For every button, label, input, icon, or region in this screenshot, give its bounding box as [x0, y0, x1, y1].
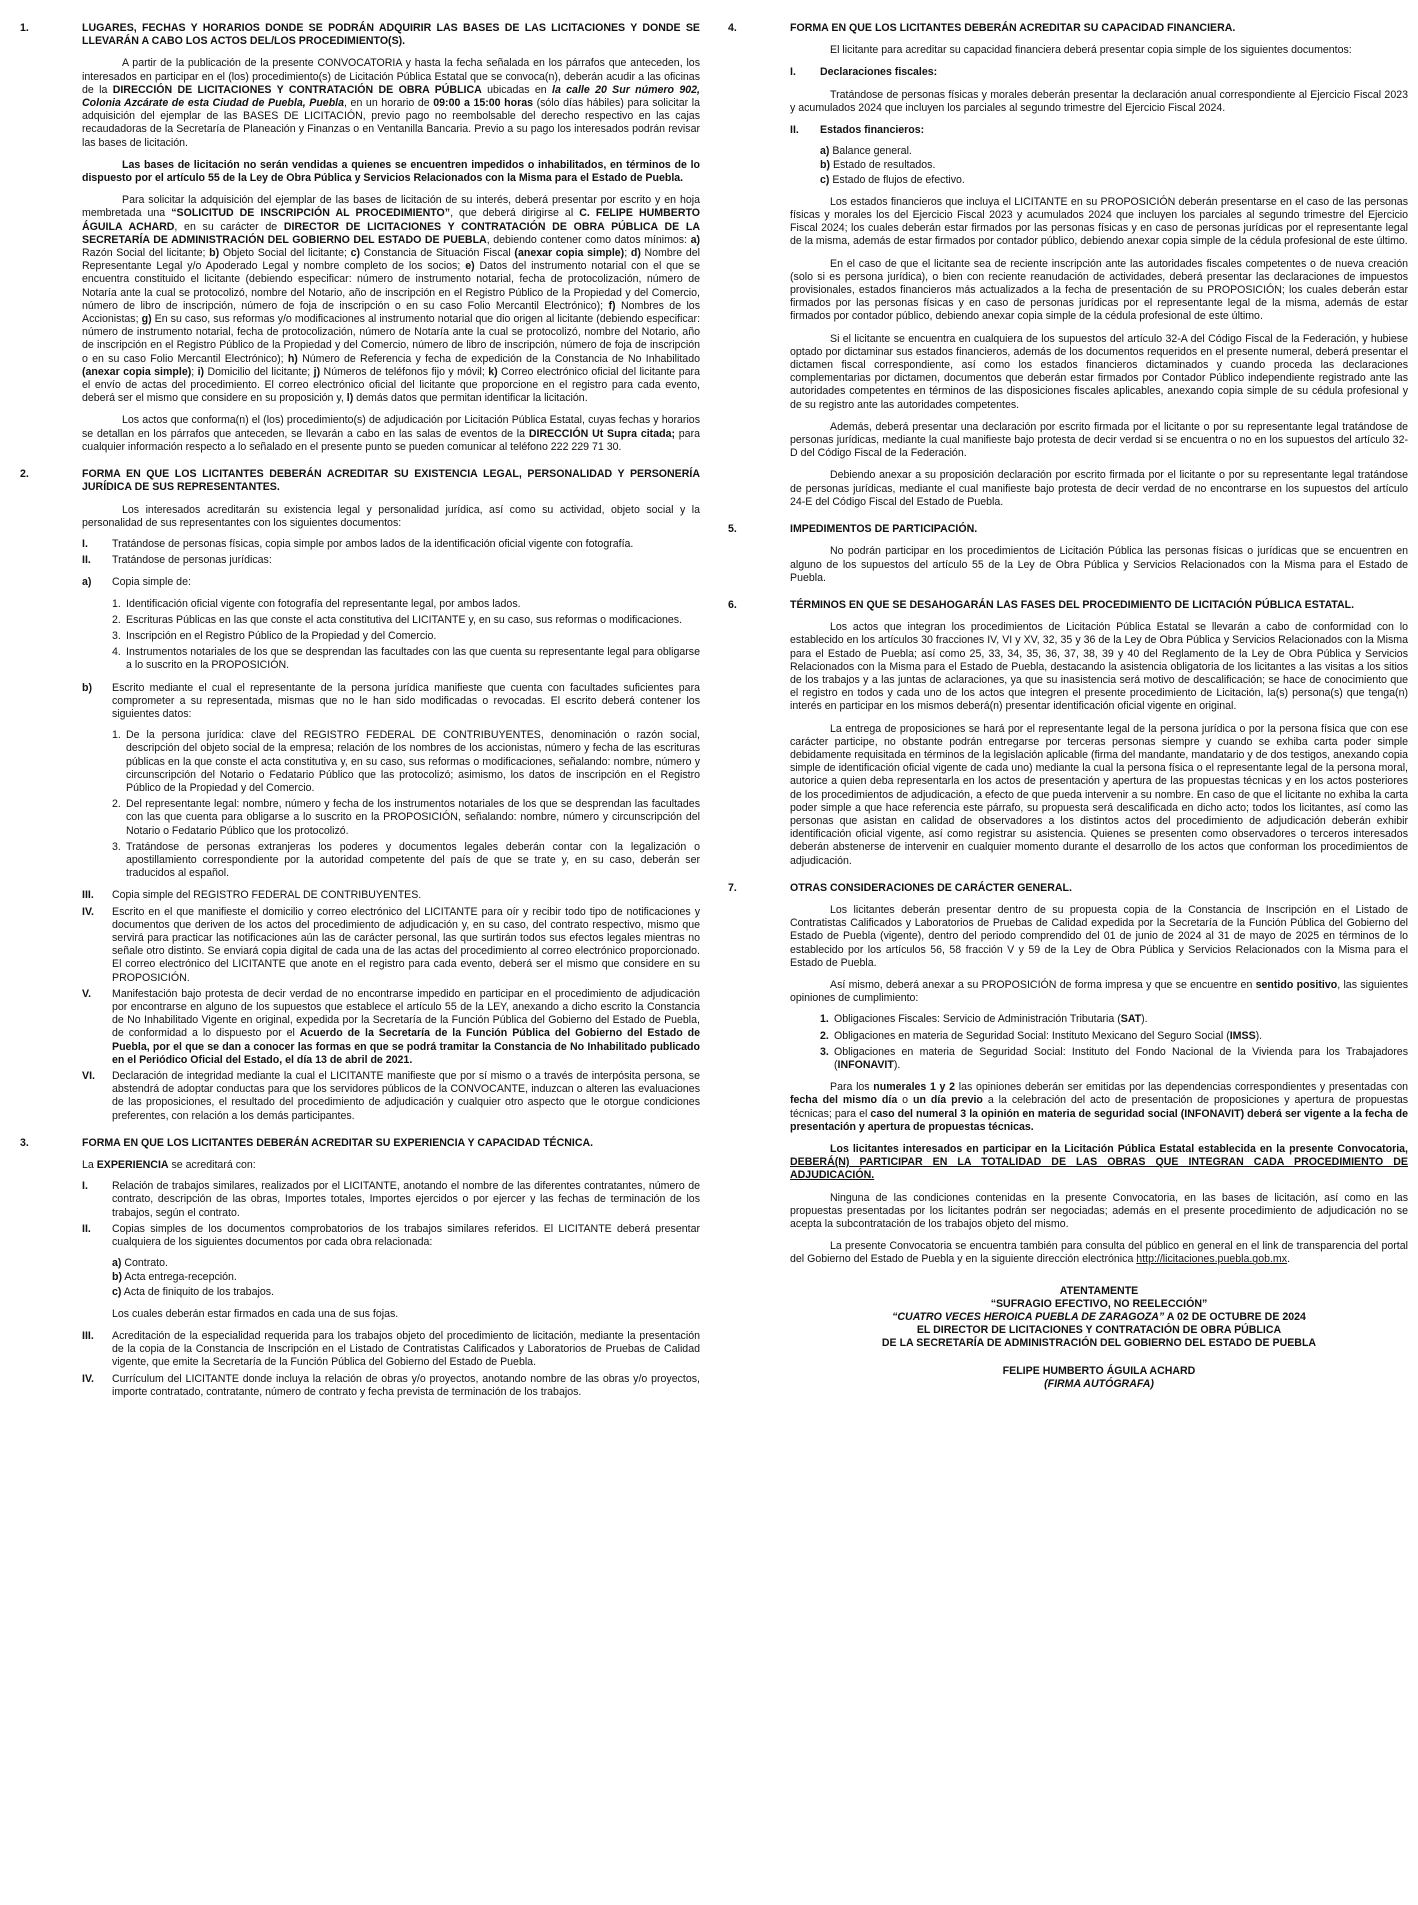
paragraph: No podrán participar en los procedimientos de Licitación Pública las personas físicas o jurídicas que se encuentren en alguno de los supuestos del artículo 55 de la Ley de Obra Pública y Servicios Relacionados con la Misma para el Estado de Puebla.	[790, 545, 1408, 584]
signature-line: DE LA SECRETARÍA DE ADMINISTRACIÓN DEL GOBIERNO DEL ESTADO DE PUEBLA	[881, 1337, 1317, 1350]
section-title: LUGARES, FECHAS Y HORARIOS DONDE SE PODRÁN ADQUIRIR LAS BASES DE LAS LICITACIONES Y DONDE SE LLEVARÁN A CABO LOS ACTOS DEL/LOS PROCEDIMIENTO(S).	[82, 22, 700, 48]
list-item: IV. Currículum del LICITANTE donde incluya la relación de obras y/o proyectos, anotando nombre de las obras y/o proyectos, importe contratado, contratante, número de contrato y fecha prevista de terminación de los trabajos.	[82, 1372, 700, 1398]
paragraph: Los actos que integran los procedimientos de Licitación Pública Estatal se llevarán a cabo de conformidad con lo establecido en los artículos 30 fracciones IV, VI y XV, 32, 35 y 36 de la Ley de Obra Pública y Servicios Relacionados con la Misma para el Estado de Puebla; así como 25, 33, 34, 35, 36, 37, 38, 39 y 40 del Reglamento de la Ley de Obra Pública y Servicios Relacionados con la Misma para el Estado de Puebla, destacando la asistencia obligatoria de los licitantes a las visitas a los sitios de los trabajos y a las juntas de aclaraciones, ya que su inasistencia será motivo de descalificación; se hace de conocimiento que el registro en todos y cada uno de los actos que integren el presente procedimiento de Licitación, la(s) persona(s) que tenga(n) interés en participar en los mismos deberá(n) presentar identificación oficial vigente en original.	[790, 621, 1408, 713]
transparency-link[interactable]: http://licitaciones.puebla.gob.mx	[1136, 1253, 1288, 1266]
paragraph: Debiendo anexar a su proposición declaración por escrito firmada por el licitante o por su representante legal tratándose de personas jurídicas, mediante el cual manifieste bajo protesta de decir verdad de no encontrarse en los supuestos del artículo 24-E del Código Fiscal del Estado de Puebla.	[790, 469, 1408, 508]
signature-line: EL DIRECTOR DE LICITACIONES Y CONTRATACIÓN DE OBRA PÚBLICA	[916, 1324, 1282, 1337]
list-item: 3. Obligaciones en materia de Seguridad Social: Instituto del Fondo Nacional de la Vivienda para los Trabajadores (INFONAVIT).	[820, 1045, 1408, 1071]
section-number: 6.	[728, 598, 737, 611]
list-item: II. Estados financieros:	[790, 124, 925, 137]
signature-line: “CUATRO VECES HEROICA PUEBLA DE ZARAGOZA” A 02 DE OCTUBRE DE 2024	[892, 1311, 1306, 1324]
paragraph: Los licitantes interesados en participar en la Licitación Pública Estatal establecida en la presente Convocatoria, DEBERÁ(N) PARTICIPAR EN LA TOTALIDAD DE LAS OBRAS QUE INTEGRAN CADA PROCEDIMIENTO DE ADJUDICACIÓN.	[790, 1143, 1408, 1182]
list-item: b) Escrito mediante el cual el representante de la persona jurídica manifieste que cuenta con facultades suficientes para comprometer a su representada, mismas que no le han sido modificadas o revocadas. El escrito deberá contener los siguientes datos:	[82, 681, 700, 720]
list-item: VI. Declaración de integridad mediante la cual el LICITANTE manifieste que por sí mismo o a través de interpósita persona, se abstendrá de adoptar conductas para que los servidores públicos de la CONVOCANTE, induzcan o alteren las evaluaciones de las proposiciones, el resultado del procedimiento de adjudicación y cualquier otro aspecto que le otorgue condiciones preferentes, con relación a los demás participantes.	[82, 1070, 700, 1122]
paragraph: La presente Convocatoria se encuentra también para consulta del público en general en el link de transparencia del portal del Gobierno del Estado de Puebla y en la siguiente dirección electrónica http://licitaciones.puebla.gob.mx.	[790, 1240, 1408, 1266]
list-item: 2. Del representante legal: nombre, número y fecha de los instrumentos notariales de los que se desprendan las facultades con las que cuenta para obligarse a lo suscrito en la PROPOSICIÓN, señalando: nombre, número y circunscripción del Notario o Fedatario Público que los protocolizó.	[112, 798, 700, 837]
list-item: a) Copia simple de:	[82, 576, 191, 589]
list-item: III. Copia simple del REGISTRO FEDERAL DE CONTRIBUYENTES.	[82, 889, 422, 902]
list-item: II. Copias simples de los documentos comprobatorios de los trabajos similares referidos. El LICITANTE deberá presentar cualquiera de los siguientes documentos por cada obra relacionada:	[82, 1222, 700, 1249]
paragraph: La entrega de proposiciones se hará por el representante legal de la persona jurídica o por la persona física que con ese carácter participe, no obstante podrán entregarse por terceras personas siempre y cuando se exhiba carta poder simple debidamente requisitada en términos de la legislación aplicable (firma del mandante, mandatario y de dos testigos, anexando copia simple de identificación oficial vigente de cada uno) mediante la cual la persona física o el representante legal de la persona moral, autorice a quien deba representarla en los actos de presentación y apertura de las propuestas técnicas y en los actos posteriores de los procedimientos de adjudicación, a efecto de que pueda intervenir a su nombre. En caso de que el licitante no exhiba la carta poder simple a que hace referencia este párrafo, su propuesta será descalificada en dicho acto; todos los licitantes, así como las personas que asistan en calidad de observadores a los distintos actos del procedimiento de adjudicación deberán exhibir identificación oficial vigente, así como registrar su asistencia. Quienes se presenten como observadores o terceros interesados deberán abstenerse de intervenir en cualquier momento durante el desarrollo de los actos que conforman los procedimientos de adjudicación.	[790, 722, 1408, 867]
list-item: 2. Obligaciones en materia de Seguridad Social: Instituto Mexicano del Seguro Social (IMSS).	[820, 1029, 1263, 1042]
list-item: 4. Instrumentos notariales de los que se desprendan las facultades con las que cuenta su representante legal para obligarse a lo suscrito en la PROPOSICIÓN.	[112, 646, 700, 672]
paragraph: Si el licitante se encuentra en cualquiera de los supuestos del artículo 32-A del Código Fiscal de la Federación, y hubiese optado por dictaminar sus estados financieros, además de los documentos requeridos en el presente numeral, deberá presentar el dictamen fiscal correspondiente, así como los estados financieros dictaminados y cuando proceda las declaraciones complementarias por dictamen, documentos que deberán estar firmados por Contador Público independiente registrado ante las autoridades competentes en términos de las disposiciones fiscales aplicables, anexando copia simple de su cédula profesional y de su registro ante las autoridades competentes.	[790, 332, 1408, 411]
section-6-heading	[728, 599, 1408, 612]
section-title: TÉRMINOS EN QUE SE DESAHOGARÁN LAS FASES DEL PROCEDIMIENTO DE LICITACIÓN PÚBLICA ESTATAL.	[790, 598, 1355, 611]
left-column	[20, 18, 700, 1399]
list-item: 1. De la persona jurídica: clave del REGISTRO FEDERAL DE CONTRIBUYENTES, denominación o razón social, descripción del objeto social de la empresa; relación de los nombres de los accionistas, número y fecha de las escrituras públicas en la que conste el acta constitutiva y, en su caso, sus reformas o modificaciones, señalando: nombre, número y circunscripción del Notario o Fedatario Público que las protocolizó; asimismo, los datos de inscripción en el Registro Público de la Propiedad y del Comercio.	[112, 729, 700, 794]
section-number: 5.	[728, 523, 737, 536]
paragraph: Así mismo, deberá anexar a su PROPOSICIÓN de forma impresa y que se encuentre en sentido positivo, las siguientes opiniones de cumplimiento:	[790, 978, 1408, 1005]
section-4-heading	[728, 22, 1408, 35]
paragraph: Los cuales deberán estar firmados en cada una de sus fojas.	[112, 1307, 399, 1320]
section-title: FORMA EN QUE LOS LICITANTES DEBERÁN ACREDITAR SU EXISTENCIA LEGAL, PERSONALIDAD Y PERSONERÍA JURÍDICA DE SUS REPRESENTANTES.	[82, 468, 700, 494]
section-number: 7.	[728, 881, 737, 894]
section-3-heading	[20, 1137, 700, 1150]
list-item: V. Manifestación bajo protesta de decir verdad de no encontrarse impedido en participar en el procedimiento de adjudicación por encontrarse en alguno de los supuestos que establece el artículo 55 de la LEY, anexando a dicho escrito la Constancia de No Inhabilitado Vigente en original, expedida por la Secretaría de la Función Pública del Gobierno del Estado de Puebla, de conformidad a lo dispuesto por el Acuerdo de la Secretaría de la Función Pública del Gobierno del Estado de Puebla, por el que se dan a conocer las formas en que se podrá tramitar la Constancia de No Inhabilitado publicado en el Periódico Oficial del Estado, el día 13 de abril de 2021.	[82, 987, 700, 1066]
section-2-heading	[20, 468, 700, 494]
list-item: 3. Tratándose de personas extranjeras los poderes y documentos legales deberán contar con la legalización o apostillamiento correspondiente por la autoridad competente del país de que se trate y, en su caso, deberán ser traducidos al español.	[112, 840, 700, 880]
paragraph: Las bases de licitación no serán vendidas a quienes se encuentren impedidos o inhabilitados, en términos de lo dispuesto por el artículo 55 de la Ley de Obra Pública y Servicios Relacionados con la Misma para el Estado de Puebla.	[82, 158, 700, 185]
signature-line: ATENTAMENTE	[1059, 1284, 1139, 1297]
paragraph: Además, deberá presentar una declaración por escrito firmada por el licitante o por su representante legal tratándose de personas jurídicas, mediante la cual manifieste bajo protesta de decir verdad si se encuentra o no en los supuestos del artículo 32-D del Código Fiscal de la Federación.	[790, 420, 1408, 460]
signature-block	[790, 1285, 1408, 1391]
paragraph: El licitante para acreditar su capacidad financiera deberá presentar copia simple de los siguientes documentos:	[830, 44, 1352, 57]
section-title: FORMA EN QUE LOS LICITANTES DEBERÁN ACREDITAR SU EXPERIENCIA Y CAPACIDAD TÉCNICA.	[82, 1136, 594, 1149]
section-number: 2.	[20, 468, 29, 481]
signature-note: (FIRMA AUTÓGRAFA)	[1044, 1377, 1154, 1390]
list-item: IV. Escrito en el que manifieste el domicilio y correo electrónico del LICITANTE para oír y recibir todo tipo de notificaciones y documentos que deriven de los actos del procedimiento de adjudicación y, en su caso, del contrato respectivo, mismo que servirá para practicar las notificaciones aún las de carácter personal, las que surtirán todos sus efectos legales mientras no señale otro distinto. Se enviará copia digital de cada una de las actas del procedimiento al correo electrónico proporcionado. El correo electrónico del LICITANTE que anote en el registro para cada evento, deberá ser el mismo que considere en su PROPOSICIÓN.	[82, 905, 700, 984]
list-item: a) Balance general.	[820, 145, 912, 158]
paragraph: Ninguna de las condiciones contenidas en la presente Convocatoria, en las bases de licitación, así como en las propuestas presentadas por los licitantes podrán ser negociadas; además en el presente procedimiento de adjudicación no se acepta la subcontratación de los trabajos objeto del mismo.	[790, 1191, 1408, 1231]
section-5-heading	[728, 523, 1408, 536]
list-item: I. Tratándose de personas físicas, copia simple por ambos lados de la identificación oficial vigente con fotografía.	[82, 537, 634, 550]
list-item: a) Contrato.	[112, 1257, 168, 1270]
signer-name: FELIPE HUMBERTO ÁGUILA ACHARD	[1002, 1364, 1196, 1377]
list-item: c) Acta de finiquito de los trabajos.	[112, 1285, 274, 1298]
list-item: I. Declaraciones fiscales:	[790, 66, 938, 79]
list-item: 1. Identificación oficial vigente con fotografía del representante legal, por ambos lados.	[112, 597, 521, 610]
paragraph: En el caso de que el licitante sea de reciente inscripción ante las autoridades fiscales competentes o de nueva creación (solo si es persona jurídica), o bien con reciente reanudación de actividades, deberá presentar las declaraciones de impuestos provisionales, estados financieros más actualizados a la fecha de presentación de su PROPOSICIÓN; los cuales deberán estar firmados por las personas físicas y en caso de personas jurídicas por el representante legal de la misma, además de estar firmados por contador público, debiendo anexar copia simple de la cédula profesional de este último.	[790, 257, 1408, 323]
section-title: OTRAS CONSIDERACIONES DE CARÁCTER GENERAL.	[790, 881, 1072, 894]
list-item: I. Relación de trabajos similares, realizados por el LICITANTE, anotando el nombre de las diferentes contratantes, número de contrato, descripción de las obras, Importes totales, Importes ejercidos o por ejercer y las fechas de terminación de los trabajos, según el contrato.	[82, 1180, 700, 1219]
list-item: 3. Inscripción en el Registro Público de la Propiedad y del Comercio.	[112, 629, 437, 642]
right-column	[728, 18, 1408, 1391]
paragraph: Para solicitar la adquisición del ejemplar de las bases de licitación de su interés, deberá presentar por escrito y en hoja membretada una “SOLICITUD DE INSCRIPCIÓN AL PROCEDIMIENTO”, que deberá dirigirse al C. FELIPE HUMBERTO ÁGUILA ACHARD, en su carácter de DIRECTOR DE LICITACIONES Y CONTRATACIÓN DE OBRA PÚBLICA DE LA SECRETARÍA DE ADMINISTRACIÓN DEL GOBIERNO DEL ESTADO DE PUEBLA, debiendo contener como datos mínimos: a) Razón Social del licitante; b) Objeto Social del licitante; c) Constancia de Situación Fiscal (anexar copia simple); d) Nombre del Representante Legal y/o Apoderado Legal y nombre completo de los socios; e) Datos del instrumento notarial con el que se encuentra constituido el licitante (debiendo especificar: número de instrumento notarial, fecha de protocolización, número de Notaría ante la cual se protocolizó, nombre del Notario, año de inscripción en el Registro Público de la Propiedad y del Comercio, número de libro de inscripción, número de foja de inscripción o en su caso Folio Mercantil Electrónico); f) Nombres de los Accionistas; g) En su caso, sus reformas y/o modificaciones al instrumento notarial que dio origen al licitante (debiendo especificar: número de instrumento notarial, fecha de protocolización, número de Notaría ante la cual se protocolizó, nombre del Notario, año de inscripción en el Registro Público de la Propiedad y del Comercio, número de libro de inscripción, número de foja de inscripción o en su caso Folio Mercantil Electrónico); h) Número de Referencia y fecha de expedición de la Constancia de No Inhabilitado (anexar copia simple); i) Domicilio del licitante; j) Números de teléfonos fijo y móvil; k) Correo electrónico oficial del licitante para el envío de actas del procedimiento. El correo electrónico oficial del licitante que proporcione en el registro para cada evento, deberá ser el mismo que considere en su proposición y, l) demás datos que permitan identificar la licitación.	[82, 194, 701, 405]
paragraph: Los interesados acreditarán su existencia legal y personalidad jurídica, así como su actividad, objeto social y la personalidad de sus representantes con los siguientes documentos:	[82, 503, 700, 529]
paragraph: Para los numerales 1 y 2 las opiniones deberán ser emitidas por las dependencias correspondientes y presentadas con fecha del mismo día o un día previo a la celebración del acto de presentación de proposiciones y apertura de propuestas técnicas; para el caso del numeral 3 la opinión en materia de seguridad social (INFONAVIT) deberá ser vigente a la fecha de presentación y apertura de propuestas técnicas.	[790, 1081, 1409, 1133]
paragraph: La EXPERIENCIA se acreditará con:	[82, 1159, 256, 1172]
list-item: 2. Escrituras Públicas en las que conste el acta constitutiva del LICITANTE y, en su caso, sus reformas o modificaciones.	[112, 613, 683, 626]
section-number: 1.	[20, 22, 29, 34]
section-number: 4.	[728, 22, 737, 34]
list-item: b) Acta entrega-recepción.	[112, 1271, 237, 1284]
paragraph: A partir de la publicación de la presente CONVOCATORIA y hasta la fecha señalada en los párrafos que anteceden, los interesados en participar en el (los) procedimiento(s) de Licitación Pública Estatal que se convoca(n), deberán acudir a las oficinas de la DIRECCIÓN DE LICITACIONES Y CONTRATACIÓN DE OBRA PÚBLICA ubicadas en la calle 20 Sur número 902, Colonia Azcárate de esta Ciudad de Puebla, Puebla, en un horario de 09:00 a 15:00 horas (sólo días hábiles) para solicitar la adquisición del ejemplar de las BASES DE LICITACIÓN, previo pago no reembolsable del derecho respectivo en las cajas recaudadoras de la Secretaría de Planeación y Finanzas o en Ventanilla Bancaria. Previo a su pago los interesados podrán revisar las bases de licitación.	[82, 57, 700, 149]
list-item: II. Tratándose de personas jurídicas:	[82, 554, 272, 567]
paragraph: Los actos que conforma(n) el (los) procedimiento(s) de adjudicación por Licitación Pública Estatal, cuyas fechas y horarios se detallan en los párrafos que anteceden, se llevarán a cabo en las salas de eventos de la DIRECCIÓN Ut Supra citada; para cualquier información respecto a lo señalado en el presente punto se pueden comunicar al teléfono 222 229 71 30.	[82, 414, 700, 453]
section-title: FORMA EN QUE LOS LICITANTES DEBERÁN ACREDITAR SU CAPACIDAD FINANCIERA.	[790, 22, 1236, 34]
list-item: b) Estado de resultados.	[820, 159, 936, 172]
section-7-heading	[728, 882, 1408, 895]
section-number: 3.	[20, 1136, 29, 1149]
list-item: III. Acreditación de la especialidad requerida para los trabajos objeto del procedimiento de licitación, mediante la presentación de la copia de la Constancia de Inscripción en el Listado de Contratistas Calificados y Laboratorios de Pruebas de Calidad vigente, que emite la Secretaría de la Función Pública del Gobierno del Estado de Puebla.	[82, 1330, 700, 1369]
list-item: c) Estado de flujos de efectivo.	[820, 173, 965, 186]
section-1-heading	[20, 22, 700, 48]
signature-line: “SUFRAGIO EFECTIVO, NO REELECCIÓN”	[990, 1297, 1208, 1310]
list-item: 1. Obligaciones Fiscales: Servicio de Administración Tributaria (SAT).	[820, 1013, 1148, 1026]
paragraph: Los estados financieros que incluya el LICITANTE en su PROPOSICIÓN deberán presentarse en el caso de las personas físicas y morales los del Ejercicio Fiscal 2023 y acumulados 2024 que incluyen los parciales al segundo trimestre del Ejercicio Fiscal 2024; los cuales deberán estar firmados por las personas físicas y en caso de personas jurídicas por el representante legal de la misma, además de estar firmados por contador público, debiendo anexar copia simple de la cédula profesional de este último.	[790, 195, 1408, 248]
paragraph: Tratándose de personas físicas y morales deberán presentar la declaración anual correspondiente al Ejercicio Fiscal 2023 y acumulados 2024 que incluyen los parciales al segundo trimestre del Ejercicio Fiscal 2024.	[790, 88, 1408, 114]
paragraph: Los licitantes deberán presentar dentro de su propuesta copia de la Constancia de Inscripción en el Listado de Contratistas Calificados y Laboratorios de Pruebas de Calidad expedida por la Secretaría de la Función Pública del Gobierno del Estado de Puebla (vigente), dentro del periodo comprendido del 01 de junio de 2024 al 31 de mayo de 2025 en términos de lo establecido por los artículos 56, 58 fracción V y 59 de la Ley de Obra Pública y Servicios Relacionados con la Misma para el Estado de Puebla.	[790, 903, 1408, 969]
section-title: IMPEDIMENTOS DE PARTICIPACIÓN.	[790, 523, 978, 536]
